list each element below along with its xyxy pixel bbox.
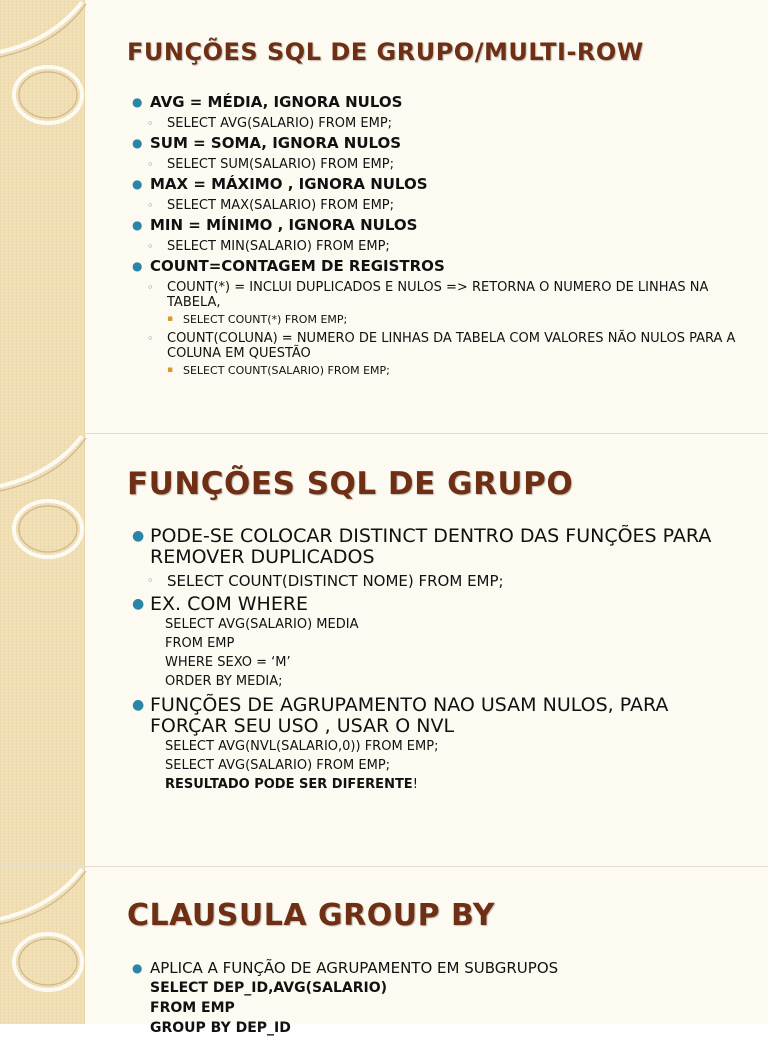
slide-1: [0, 0, 768, 433]
code-line: FROM EMP: [165, 636, 235, 651]
ring-bullet-icon: ◦: [147, 574, 154, 587]
code-example: ▪ SELECT COUNT(SALARIO) FROM EMP;: [167, 364, 390, 377]
bullet-item: ● AVG = MÉDIA, IGNORA NULOS: [132, 93, 403, 111]
slide-title: FUNÇÕES SQL DE GRUPO: [127, 466, 574, 502]
swirl-ornament-icon: [0, 0, 90, 160]
bullet-item: ● SUM = SOMA, IGNORA NULOS: [132, 134, 402, 152]
ring-bullet-icon: ◦: [147, 240, 154, 253]
decorative-side-strip: [0, 867, 85, 1024]
code-example: ▪ SELECT COUNT(*) FROM EMP;: [167, 313, 348, 326]
slide-body: [130, 90, 740, 378]
bullet-dot-icon: ●: [132, 961, 143, 975]
sub-bullet-item: ◦ COUNT(*) = INCLUI DUPLICADOS E NULOS => RETORNA O NUMERO DE LINHAS NA TABELA,: [147, 280, 709, 310]
bullet-dot-icon: ●: [132, 596, 145, 612]
swirl-ornament-icon: [0, 434, 90, 594]
slide-title: CLAUSULA GROUP BY: [127, 898, 496, 933]
bullet-dot-icon: ●: [132, 218, 143, 232]
bullet-item: ● COUNT=CONTAGEM DE REGISTROS: [132, 257, 445, 275]
bullet-dot-icon: ●: [132, 259, 143, 273]
ring-bullet-icon: ◦: [147, 158, 154, 171]
bullet-dot-icon: ●: [132, 136, 143, 150]
slide-body: [130, 522, 740, 794]
swirl-ornament-icon: [0, 867, 90, 1024]
ring-bullet-icon: ◦: [147, 199, 154, 212]
bullet-dot-icon: ●: [132, 528, 145, 544]
decorative-side-strip: [0, 0, 85, 433]
bullet-dot-icon: ●: [132, 697, 145, 713]
sub-bullet-item: ◦ SELECT MIN(SALARIO) FROM EMP;: [147, 239, 390, 254]
code-line: ORDER BY MEDIA;: [165, 674, 283, 689]
sub-bullet-item: ◦ SELECT AVG(SALARIO) FROM EMP;: [147, 116, 393, 131]
result-note: RESULTADO PODE SER DIFERENTE!: [165, 777, 418, 792]
code-line: SELECT DEP_ID,AVG(SALARIO): [150, 980, 387, 996]
bullet-item: ● APLICA A FUNÇÃO DE AGRUPAMENTO EM SUBGRUPOS: [132, 959, 559, 977]
bullet-item: ● EX. COM WHERE: [132, 593, 309, 615]
bullet-dot-icon: ●: [132, 95, 143, 109]
code-line: SELECT AVG(SALARIO) FROM EMP;: [165, 758, 391, 773]
slide-body: [130, 956, 740, 1038]
sub-bullet-item: ◦ SELECT MAX(SALARIO) FROM EMP;: [147, 198, 395, 213]
bullet-item: ● FUNÇÕES DE AGRUPAMENTO NAO USAM NULOS, PARA FORÇAR SEU USO , USAR O NVL: [132, 694, 669, 737]
sub-bullet-item: ◦ COUNT(COLUNA) = NUMERO DE LINHAS DA TABELA COM VALORES NÃO NULOS PARA A COLUNA EM QUESTÃO: [147, 331, 736, 361]
sub-bullet-item: ◦ SELECT SUM(SALARIO) FROM EMP;: [147, 157, 394, 172]
ring-bullet-icon: ◦: [147, 117, 154, 130]
slide-title: FUNÇÕES SQL DE GRUPO/MULTI-ROW: [127, 38, 644, 66]
bullet-item: ● MAX = MÁXIMO , IGNORA NULOS: [132, 175, 428, 193]
decorative-side-strip: [0, 434, 85, 866]
code-line: WHERE SEXO = ‘M’: [165, 655, 291, 670]
code-line: SELECT AVG(NVL(SALARIO,0)) FROM EMP;: [165, 739, 439, 754]
ring-bullet-icon: ◦: [147, 332, 154, 345]
square-bullet-icon: ▪: [167, 314, 174, 324]
code-line: SELECT AVG(SALARIO) MEDIA: [165, 617, 359, 632]
code-line: GROUP BY DEP_ID: [150, 1020, 291, 1036]
code-line: FROM EMP: [150, 1000, 235, 1016]
square-bullet-icon: ▪: [167, 365, 174, 375]
ring-bullet-icon: ◦: [147, 281, 154, 294]
bullet-item: ● PODE-SE COLOCAR DISTINCT DENTRO DAS FUNÇÕES PARA REMOVER DUPLICADOS: [132, 525, 712, 568]
bullet-dot-icon: ●: [132, 177, 143, 191]
bullet-item: ● MIN = MÍNIMO , IGNORA NULOS: [132, 216, 418, 234]
sub-bullet-item: ◦ SELECT COUNT(DISTINCT NOME) FROM EMP;: [147, 572, 504, 590]
